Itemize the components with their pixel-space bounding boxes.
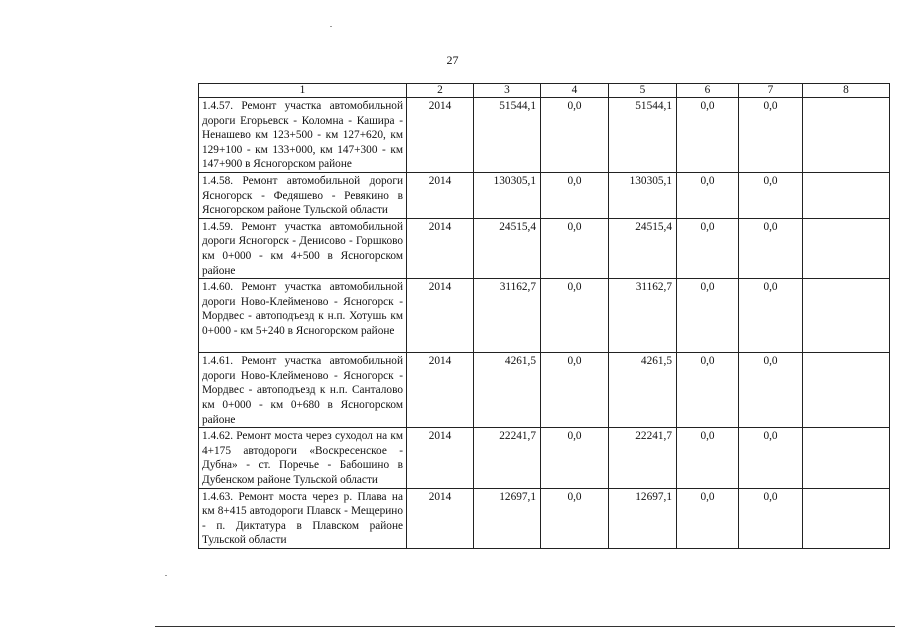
row-col5: 12697,1: [609, 488, 677, 548]
column-header: 8: [803, 84, 890, 98]
table-row: [199, 353, 890, 428]
column-header: 4: [541, 84, 609, 98]
column-header: 1: [199, 84, 407, 98]
row-year: 2014: [407, 428, 474, 488]
row-col7: 0,0: [739, 488, 803, 548]
column-header: 6: [677, 84, 739, 98]
row-col8: [803, 353, 890, 428]
row-col4: 0,0: [541, 428, 609, 488]
row-col4: 0,0: [541, 279, 609, 353]
table-row: [199, 279, 890, 353]
program-table: [198, 83, 890, 549]
row-col6: 0,0: [677, 279, 739, 353]
row-col6: 0,0: [677, 353, 739, 428]
table-header-row: [199, 84, 890, 98]
row-col7: 0,0: [739, 428, 803, 488]
row-description: 1.4.62. Ремонт моста через суходол на км 4+175 автодороги «Воскресенское - Дубна» - ст. Поречье - Бабошино в Дубенском районе Тульской области: [199, 428, 407, 488]
row-col7: 0,0: [739, 98, 803, 173]
row-col8: [803, 488, 890, 548]
row-col6: 0,0: [677, 218, 739, 278]
row-col4: 0,0: [541, 218, 609, 278]
row-col5: 130305,1: [609, 173, 677, 219]
row-col8: [803, 173, 890, 219]
row-col8: [803, 218, 890, 278]
row-col5: 51544,1: [609, 98, 677, 173]
row-col6: 0,0: [677, 173, 739, 219]
row-col7: 0,0: [739, 279, 803, 353]
table-row: [199, 218, 890, 278]
table-row: [199, 488, 890, 548]
row-year: 2014: [407, 488, 474, 548]
row-total: 22241,7: [474, 428, 541, 488]
table-row: [199, 428, 890, 488]
row-col5: 24515,4: [609, 218, 677, 278]
row-col5: 31162,7: [609, 279, 677, 353]
row-col5: 22241,7: [609, 428, 677, 488]
row-total: 4261,5: [474, 353, 541, 428]
row-total: 12697,1: [474, 488, 541, 548]
row-col8: [803, 279, 890, 353]
row-col4: 0,0: [541, 353, 609, 428]
row-description: 1.4.59. Ремонт участка автомобильной дороги Ясногорск - Денисово - Горшково км 0+000 - км 4+500 в Ясногорском районе: [199, 218, 407, 278]
scan-speck: [165, 575, 167, 576]
row-col6: 0,0: [677, 488, 739, 548]
row-total: 130305,1: [474, 173, 541, 219]
row-col4: 0,0: [541, 98, 609, 173]
row-total: 31162,7: [474, 279, 541, 353]
row-col8: [803, 428, 890, 488]
row-description: 1.4.61. Ремонт участка автомобильной дороги Ново-Клейменово - Ясногорск - Мордвес - автоподъезд к н.п. Санталово км 0+000 - км 0+680 в Ясногорском районе: [199, 353, 407, 428]
row-year: 2014: [407, 279, 474, 353]
column-header: 5: [609, 84, 677, 98]
table-row: [199, 173, 890, 219]
page-number: 27: [446, 53, 459, 67]
row-description: 1.4.58. Ремонт автомобильной дороги Ясногорск - Федяшево - Ревякино в Ясногорском районе Тульской области: [199, 173, 407, 219]
row-col6: 0,0: [677, 428, 739, 488]
row-col5: 4261,5: [609, 353, 677, 428]
scan-speck: [330, 26, 332, 27]
column-header: 2: [407, 84, 474, 98]
footer-rule: [155, 626, 895, 627]
column-header: 7: [739, 84, 803, 98]
row-col7: 0,0: [739, 173, 803, 219]
row-col4: 0,0: [541, 488, 609, 548]
row-col7: 0,0: [739, 353, 803, 428]
row-description: 1.4.60. Ремонт участка автомобильной дороги Ново-Клейменово - Ясногорск - Мордвес - автоподъезд к н.п. Хотушь км 0+000 - км 5+240 в Ясногорском районе: [199, 279, 407, 353]
column-header: 3: [474, 84, 541, 98]
row-year: 2014: [407, 98, 474, 173]
row-col7: 0,0: [739, 218, 803, 278]
table-row: [199, 98, 890, 173]
row-year: 2014: [407, 173, 474, 219]
row-year: 2014: [407, 218, 474, 278]
row-col4: 0,0: [541, 173, 609, 219]
row-description: 1.4.57. Ремонт участка автомобильной дороги Егорьевск - Коломна - Кашира - Ненашево км 123+500 - км 127+620, км 129+100 - км 133+000, км 147+300 - км 147+900 в Ясногорском районе: [199, 98, 407, 173]
row-col8: [803, 98, 890, 173]
row-total: 24515,4: [474, 218, 541, 278]
row-col6: 0,0: [677, 98, 739, 173]
row-description: 1.4.63. Ремонт моста через р. Плава на км 8+415 автодороги Плавск - Мещерино - п. Диктатура в Плавском районе Тульской области: [199, 488, 407, 548]
row-total: 51544,1: [474, 98, 541, 173]
row-year: 2014: [407, 353, 474, 428]
